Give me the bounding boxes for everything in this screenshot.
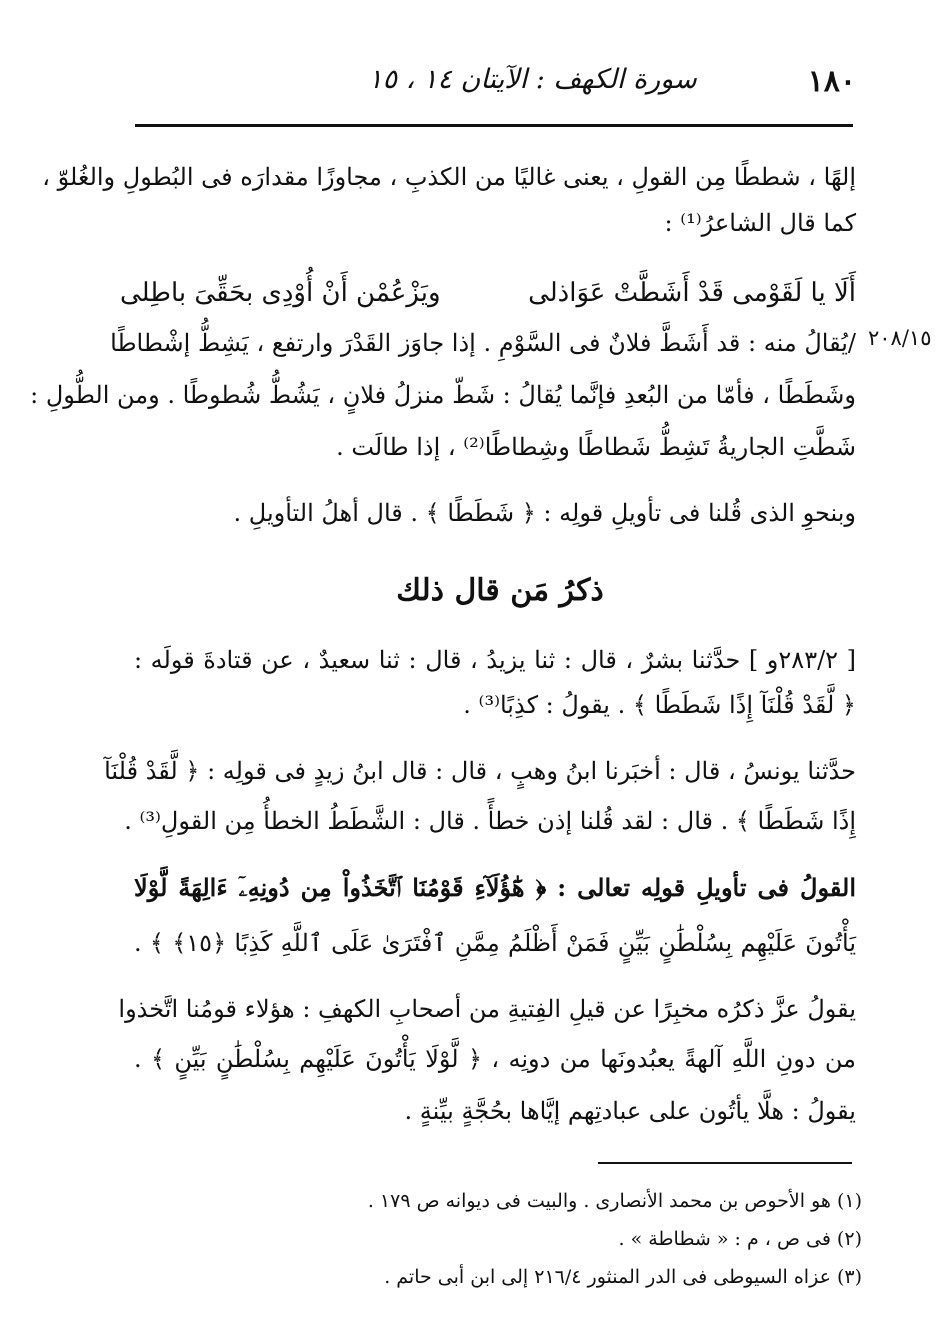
text-line-7: [ ٢٨٣/٢و ] حدَّثنا بشرٌ ، قال : ثنا يزيدُ ، قال : ثنا سعيدٌ ، عن قتادةَ قولَه : [134,646,857,674]
quran-quote-1: ﴿ لَّقَدْ قُلْنَآ إِذًا شَطَطًا ﴾ . يقولُ : كذِبًا⁽³⁾ . [463,691,856,719]
text-line-1: إلهًا ، شططًا مِن القولِ ، يعنى غاليًا من الكذبِ ، مجاوزًا مقدارَه فى البُطولِ والغُلوّ ، [42,163,856,191]
text-line-13: يقولُ عزَّ ذكرُه مخبِرًا عن قيلِ الفِتيةِ من أصحابِ الكهفِ : هؤلاء قومُنا اتَّخذوا [118,995,856,1023]
page-number: ١٨٠ [807,64,856,99]
margin-reference: ٢٠٨/١٥ [868,326,932,350]
verse-heading-line: القولُ فى تأويلِ قولِه تعالى : ﴿ هَٰٓؤُلَآءِ قَوْمُنَا ٱتَّخَذُواْ مِن دُونِهِۦٓ ءَالِهَةً لَّوْلَا [134,873,856,902]
verse-line: يَأْتُونَ عَلَيْهِم بِسُلْطَٰنٍ بَيِّنٍ فَمَنْ أَظْلَمُ مِمَّنِ ٱفْتَرَىٰ عَلَى ٱللَّهِ كَذِبًا ﴿١٥﴾ ﴾ . [134,929,857,957]
poem-first-hemistich: أَلَا يا لَقَوْمى قَدْ أَشَطَّتْ عَوَاذلى [528,278,856,308]
text-line-6: وبنحوِ الذى قُلنا فى تأويلِ قولِه : ﴿ شَطَطًا ﴾ . قال أهلُ التأويلِ . [233,499,856,527]
running-title: سورة الكهف : الآيتان ١٤ ، ١٥ [368,64,697,95]
text-line-10: إِذًا شَطَطًا ﴾ . قال : لقد قُلنا إذن خطأً . قال : الشَّطَطُ الخطأُ مِن القولِ⁽³⁾ . [124,807,856,835]
text-line-9: حدَّثنا يونسُ ، قال : أخبَرنا ابنُ وهبٍ ، قال : قال ابنُ زيدٍ فى قولِه : ﴿ لَّقَدْ قُلْنَآ [104,757,856,785]
footnote-3: (٣) عزاه السيوطى فى الدر المنثور ٢١٦/٤ إلى ابن أبى حاتم . [384,1266,862,1288]
footnote-1: (١) هو الأحوص بن محمد الأنصارى . والبيت فى ديوانه ص ١٧٩ . [367,1190,862,1212]
text-line-14: من دونِ اللَّهِ آلهةً يعبُدونَها من دونِه ، ﴿ لَّوْلَا يَأْتُونَ عَلَيْهِم بِسُلْطَٰنٍ بَيِّنٍ ﴾ . [134,1045,856,1073]
text-line-5: شَطَّتِ الجاريةُ تَشِطُّ شَطاطًا وشِطاطًا⁽²⁾ ، إذا طالَت . [336,433,856,461]
text-line-2: كما قال الشاعرُ⁽¹⁾ : [664,209,856,237]
poem-second-hemistich: ويَزْعُمْن أَنْ أُوْدِى بحَقِّىَ باطِلى [120,278,441,308]
text-line-15: يقولُ : هلَّا يأتُون على عبادتِهم إيَّاها بحُجَّةٍ بيِّنةٍ . [404,1097,856,1125]
text-line-4: وشَطَطًا ، فأمّا من البُعدِ فإنَّما يُقالُ : شَطّ منزلُ فلانٍ ، يَشُطُّ شُطوطًا . ومن الطُّولِ : [30,381,856,409]
footnote-rule [598,1162,852,1164]
footnote-2: (٢) فى ص ، م : « شطاطة » . [618,1228,862,1250]
header-rule [135,124,853,127]
text-line-3: /يُقالُ منه : قد أَشَطَّ فلانٌ فى السَّوْمِ . إذا جاوَز القَدْرَ وارتفع ، يَشِطُّ إشْطاطًا [110,329,856,357]
section-heading: ذكرُ مَن قال ذلك [396,573,604,608]
